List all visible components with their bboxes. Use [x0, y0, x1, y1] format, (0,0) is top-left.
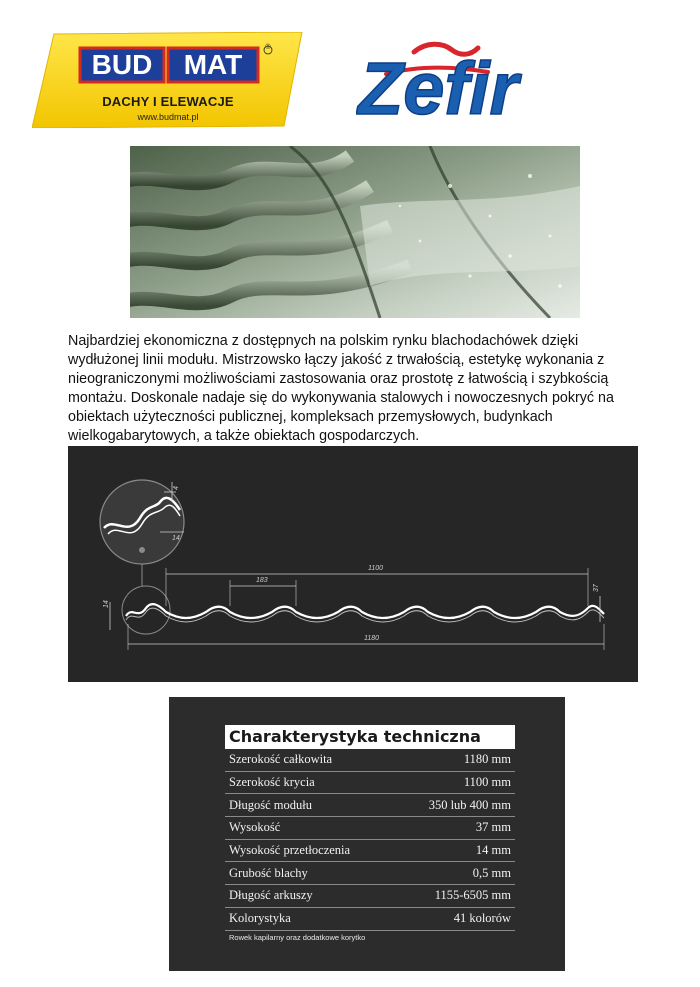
zefir-logo-shape — [356, 40, 668, 124]
zefir-logo-text: Zefir — [358, 47, 519, 124]
budmat-registered-mark: ® — [265, 44, 271, 51]
specs-note: Rowek kapilarny oraz dodatkowe korytko — [229, 933, 366, 942]
spec-value: 1100 mm — [463, 775, 511, 790]
roof-tile-photo-image — [130, 146, 580, 318]
spec-label: Kolorystyka — [229, 911, 291, 926]
spec-row — [225, 840, 515, 863]
spec-row — [225, 817, 515, 840]
spec-value: 41 kolorów — [453, 911, 511, 926]
budmat-logo-word-1: BUD — [91, 49, 153, 80]
module-label: 183 — [256, 577, 268, 584]
spec-row — [225, 772, 515, 795]
spec-row — [225, 885, 515, 908]
spec-row — [225, 862, 515, 885]
spec-label: Długość modułu — [229, 797, 312, 812]
technical-specs-panel — [169, 697, 565, 971]
spec-label: Wysokość przetłoczenia — [229, 843, 351, 858]
spec-value: 14 mm — [475, 843, 511, 858]
detail-height-label: 4 — [173, 486, 180, 490]
spec-label: Wysokość — [229, 820, 281, 835]
spec-row — [225, 908, 515, 931]
spec-value: 37 mm — [475, 820, 511, 835]
total-width-label: 1180 — [364, 635, 380, 642]
right-height-label: 37 — [593, 584, 600, 592]
roof-tile-photo — [130, 146, 580, 318]
cover-width-label: 1100 — [368, 565, 384, 572]
profile-wave-line — [126, 604, 604, 618]
spec-label: Szerokość krycia — [229, 775, 315, 790]
spec-label: Długość arkuszy — [229, 888, 313, 903]
left-height-label: 14 — [103, 600, 110, 608]
spec-label: Grubość blachy — [229, 865, 308, 880]
zefir-logo — [356, 40, 668, 124]
detail-width-label: 14 — [172, 535, 180, 542]
specs-title: Charakterystyka techniczna — [225, 725, 515, 749]
profile-drawing — [68, 446, 638, 682]
budmat-logo — [32, 32, 304, 128]
specs-table — [225, 749, 515, 931]
spec-value: 1180 mm — [463, 752, 511, 767]
spec-value: 1155-6505 mm — [434, 888, 511, 903]
spec-row — [225, 749, 515, 772]
profile-drawing-svg — [68, 446, 638, 682]
spec-value: 350 lub 400 mm — [428, 797, 511, 812]
product-description: Najbardziej ekonomiczna z dostępnych na polskim rynku blachodachówek dzięki wydłużonej linii modułu. Mistrzowsko łączy jakość z trwałością, estetykę wykonania z nieograniczonymi możliwościami zastosowania oraz prostotę z łatwością i szybkością montażu. Doskonale nadaje się do wykonywania stalowych i nowoczesnych pokryć na obiektach użyteczności publicznej, kompleksach przemysłowych, budynkach wielkogabarytowych, a także obiektach gospodarczych. — [68, 333, 614, 444]
spec-row — [225, 794, 515, 817]
spec-value: 0,5 mm — [472, 865, 511, 880]
budmat-logo-word-2: MAT — [183, 49, 243, 80]
budmat-url: www.budmat.pl — [137, 112, 199, 122]
budmat-tagline: DACHY I ELEWACJE — [102, 94, 234, 109]
spec-label: Szerokość całkowita — [229, 752, 333, 767]
